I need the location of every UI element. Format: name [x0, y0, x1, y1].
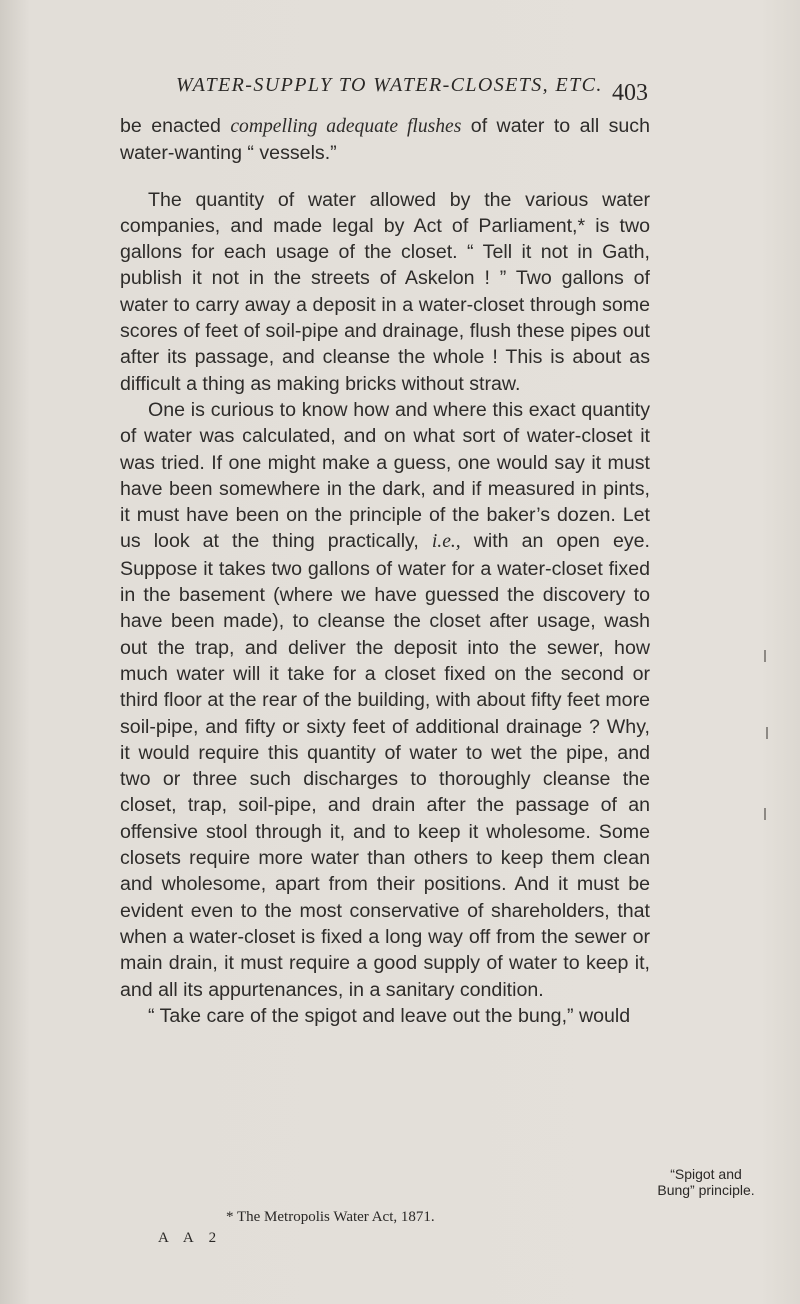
- paragraph-3: [120, 397, 650, 1003]
- page-number: 403: [612, 80, 648, 106]
- body-text: [120, 113, 650, 1029]
- edge-mark: [764, 650, 766, 662]
- footnote: * The Metropolis Water Act, 1871.: [226, 1209, 435, 1225]
- italic-emphasis: i.e.,: [431, 531, 461, 553]
- margin-note: “Spigot and Bung” principle.: [657, 1166, 755, 1198]
- running-head: WATER-SUPPLY TO WATER-CLOSETS, ETC.: [176, 74, 603, 96]
- paragraph-1: [120, 113, 650, 167]
- signature-mark: A A 2: [158, 1230, 223, 1246]
- paragraph-4: “ Take care of the spigot and leave out the bung,” would: [148, 1004, 631, 1027]
- edge-mark: [766, 727, 768, 739]
- paragraph-3-text: One is curious to know how and where this exact quantity of water was calculated, and on what sort of water-closet it was tried. If one might make a guess, one would say it must have been somewhere in the dark, and if measured in pints, it must have been on the principle of the baker’s dozen. Let us look at the thing practically, i.e., with an open eye. Suppose it takes two gallons of water for a water-closet fixed in the basement (where we have guessed the discovery to have been made), to cleanse the closet after usage, wash out the trap, and deliver the deposit into the sewer, how much water will it take for a closet fixed on the second or third floor at the rear of the building, with about fifty feet more soil-pipe, and fifty or sixty feet of additional drainage ? Why, it would require this quantity of water to wet the pipe, and two or three such discharges to thoroughly cleanse the closet, trap, soil-pipe, and drain after the passage of an offensive stool through it, and to keep it wholesome. Some closets require more water than others to keep them clean and wholesome, apart from their positions. And it must be evident even to the most conservative of shareholders, that when a water-closet is fixed a long way off from the sewer or main drain, it must require a good supply of water to keep it, and all its appurtenances, in a sanitary condition.: [120, 398, 650, 1001]
- paragraph-2: The quantity of water allowed by the various water companies, and made legal by Act of Parliament,* is two gallons for each usage of the closet. “ Tell it not in Gath, publish it not in the streets of Askelon ! ” Two gallons of water to carry away a deposit in a water-closet through some scores of feet of soil-pipe and drainage, flush these pipes out after its passage, and cleanse the whole ! This is about as difficult a thing as making bricks without straw.: [120, 188, 650, 395]
- italic-emphasis: compelling adequate flushes: [230, 116, 462, 137]
- edge-mark: [764, 808, 766, 820]
- page-header: [0, 74, 800, 114]
- paragraph-1-text: be enacted compelling adequate flushes of water to all such water-wanting “ vessels.”: [120, 115, 651, 165]
